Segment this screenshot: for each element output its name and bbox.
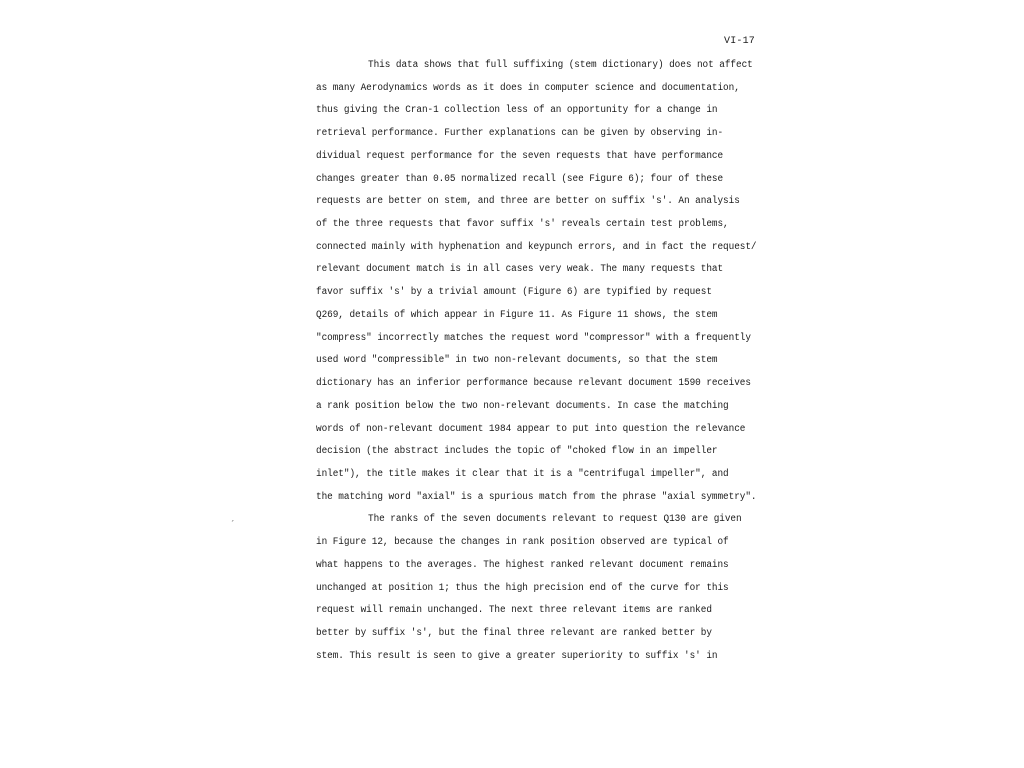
text-line: changes greater than 0.05 normalized recall (see Figure 6); four of these xyxy=(316,172,724,184)
text-line: dividual request performance for the seven requests that have performance xyxy=(316,149,724,162)
text-line: a rank position below the two non-relevant documents. In case the matching xyxy=(316,399,729,412)
text-line: words of non-relevant document 1984 appear to put into question the relevance xyxy=(316,422,746,434)
text-line: thus giving the Cran-1 collection less of an opportunity for a change in xyxy=(316,104,718,116)
text-line: better by suffix 's', but the final three relevant are ranked better by xyxy=(316,626,712,639)
text-line: requests are better on stem, and three are better on suffix 's'. An analysis xyxy=(316,194,740,207)
text-line: what happens to the averages. The highest ranked relevant document remains xyxy=(316,558,729,571)
text-line: retrieval performance. Further explanations can be given by observing in- xyxy=(316,126,724,139)
text-line: decision (the abstract includes the topic of "choked flow in an impeller xyxy=(316,444,718,457)
text-line: This data shows that full suffixing (stem dictionary) does not affect xyxy=(368,58,753,71)
text-line: The ranks of the seven documents relevant to request Q130 are given xyxy=(368,513,742,525)
text-line: the matching word "axial" is a spurious match from the phrase "axial symmetry". xyxy=(316,490,757,502)
text-line: connected mainly with hyphenation and keypunch errors, and in fact the request/ xyxy=(316,240,757,252)
text-line: request will remain unchanged. The next three relevant items are ranked xyxy=(316,603,712,616)
page-number: VI-17 xyxy=(724,36,756,47)
text-line: used word "compressible" in two non-relevant documents, so that the stem xyxy=(316,354,718,366)
text-line: as many Aerodynamics words as it does in computer science and documentation, xyxy=(316,81,740,93)
text-line: "compress" incorrectly matches the request word "compressor" with a frequently xyxy=(316,331,751,343)
text-line: of the three requests that favor suffix 's' reveals certain test problems, xyxy=(316,217,729,230)
body-text xyxy=(316,54,756,667)
text-line: dictionary has an inferior performance because relevant document 1590 receives xyxy=(316,376,751,389)
text-line: unchanged at position 1; thus the high precision end of the curve for this xyxy=(316,581,729,593)
text-line: Q269, details of which appear in Figure 11. As Figure 11 shows, the stem xyxy=(316,308,718,321)
text-line: inlet"), the title makes it clear that it is a "centrifugal impeller", and xyxy=(316,467,729,480)
text-line: in Figure 12, because the changes in rank position observed are typical of xyxy=(316,535,729,548)
text-line: favor suffix 's' by a trivial amount (Figure 6) are typified by request xyxy=(316,285,712,298)
text-line: relevant document match is in all cases very weak. The many requests that xyxy=(316,263,724,275)
stray-mark: ´ xyxy=(230,520,236,530)
text-line: stem. This result is seen to give a greater superiority to suffix 's' in xyxy=(316,649,718,661)
